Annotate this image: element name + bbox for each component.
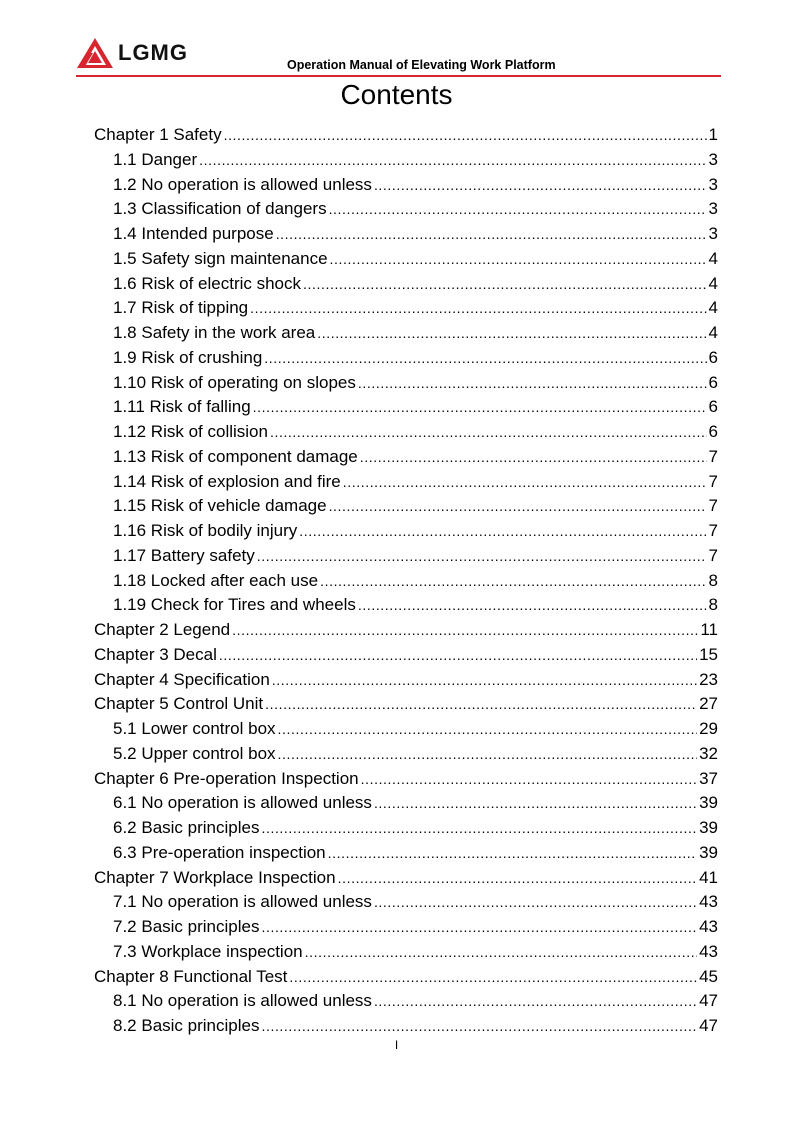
toc-entry-label: Chapter 5 Control Unit [94, 694, 264, 714]
toc-entry-page: 4 [708, 298, 718, 318]
toc-entry-page: 39 [699, 842, 718, 862]
toc-entry[interactable] [94, 692, 718, 717]
toc-entry-page: 6 [708, 347, 718, 367]
toc-entry-page: 3 [708, 199, 718, 219]
toc-entry-page: 7 [708, 496, 718, 516]
toc-leader-dots [261, 816, 697, 841]
toc-entry-label: 1.2 No operation is allowed unless [113, 174, 372, 194]
toc-entry-page: 3 [708, 224, 718, 243]
toc-entry[interactable] [94, 420, 718, 445]
toc-entry-page: 47 [699, 1016, 718, 1035]
toc-entry[interactable] [94, 717, 718, 742]
toc-entry-label: 1.11 Risk of falling [113, 397, 251, 417]
toc-entry-page: 15 [699, 644, 718, 664]
toc-entry[interactable] [94, 940, 718, 965]
toc-entry-label: 5.1 Lower control box [113, 719, 276, 738]
toc-entry[interactable] [94, 123, 718, 148]
toc-entry[interactable] [94, 247, 718, 272]
toc-entry-label: 1.7 Risk of tipping [113, 298, 249, 318]
toc-entry-page: 23 [699, 669, 718, 689]
header-divider [76, 75, 721, 77]
toc-entry-label: 8.1 No operation is allowed unless [113, 991, 372, 1011]
toc-entry-page: 47 [699, 991, 718, 1011]
toc-entry[interactable] [94, 890, 718, 915]
toc-leader-dots [250, 296, 706, 321]
toc-entry[interactable] [94, 222, 718, 247]
toc-entry-label: 1.10 Risk of operating on slopes [113, 372, 356, 392]
toc-entry-label: Chapter 4 Specification [94, 669, 270, 689]
toc-entry-page: 7 [708, 521, 718, 540]
toc-entry-page: 3 [708, 149, 718, 169]
toc-entry-page: 4 [708, 248, 718, 268]
logo-text: LGMG [118, 40, 188, 65]
toc-entry-page: 39 [699, 818, 718, 837]
toc-entry-label: 1.14 Risk of explosion and fire [113, 471, 341, 491]
toc-leader-dots [360, 445, 707, 470]
toc-entry-label: 1.12 Risk of collision [113, 422, 268, 441]
toc-entry-page: 7 [708, 545, 718, 565]
toc-entry-label: 1.6 Risk of electric shock [113, 273, 302, 293]
toc-entry-label: 1.5 Safety sign maintenance [113, 248, 328, 268]
toc-leader-dots [257, 544, 707, 569]
toc-leader-dots [338, 866, 697, 891]
toc-leader-dots [361, 767, 697, 792]
company-logo [76, 36, 188, 70]
toc-entry[interactable] [94, 519, 718, 544]
toc-leader-dots [358, 593, 707, 618]
toc-entry-page: 6 [708, 397, 718, 417]
table-of-contents [94, 123, 718, 1039]
toc-entry[interactable] [94, 816, 718, 841]
toc-entry[interactable] [94, 1014, 718, 1039]
toc-leader-dots [374, 890, 697, 915]
toc-entry-page: 8 [708, 595, 718, 615]
toc-entry-page: 11 [700, 620, 718, 639]
toc-entry-page: 37 [699, 768, 718, 788]
toc-leader-dots [374, 989, 697, 1014]
document-title: Operation Manual of Elevating Work Platform [287, 58, 556, 72]
toc-entry[interactable] [94, 569, 718, 594]
toc-entry-page: 45 [699, 966, 718, 986]
toc-leader-dots [261, 1014, 697, 1039]
toc-leader-dots [305, 940, 697, 965]
contents-heading: Contents [340, 79, 453, 110]
toc-entry-page: 1 [708, 125, 718, 144]
toc-entry-label: 8.2 Basic principles [113, 1016, 260, 1035]
toc-entry-label: 1.16 Risk of bodily injury [113, 521, 298, 540]
toc-entry-label: 1.1 Danger [113, 149, 198, 169]
toc-leader-dots [272, 668, 697, 693]
toc-leader-dots [317, 321, 706, 346]
toc-entry-page: 43 [699, 917, 718, 936]
toc-entry-label: Chapter 2 Legend [94, 620, 231, 639]
toc-entry-label: 1.3 Classification of dangers [113, 199, 327, 219]
toc-entry-page: 7 [708, 471, 718, 491]
lgmg-logo-icon [76, 37, 114, 69]
toc-entry[interactable] [94, 272, 718, 297]
toc-entry-label: 6.1 No operation is allowed unless [113, 793, 372, 813]
toc-leader-dots [328, 841, 697, 866]
toc-entry-page: 4 [708, 323, 718, 342]
toc-entry[interactable] [94, 742, 718, 767]
toc-leader-dots [330, 247, 707, 272]
toc-entry[interactable] [94, 593, 718, 618]
toc-entry-page: 27 [699, 694, 718, 714]
toc-entry[interactable] [94, 296, 718, 321]
toc-entry[interactable] [94, 791, 718, 816]
toc-entry-label: Chapter 3 Decal [94, 644, 217, 664]
toc-leader-dots [343, 470, 707, 495]
page-header [76, 36, 721, 78]
toc-entry[interactable] [94, 866, 718, 891]
toc-entry-page: 6 [708, 372, 718, 392]
toc-entry[interactable] [94, 445, 718, 470]
toc-entry-label: Chapter 6 Pre-operation Inspection [94, 768, 359, 788]
toc-entry-page: 43 [699, 892, 718, 912]
toc-leader-dots [278, 742, 698, 767]
toc-leader-dots [329, 494, 707, 519]
toc-entry[interactable] [94, 148, 718, 173]
toc-entry-label: 1.9 Risk of crushing [113, 347, 263, 367]
toc-leader-dots [199, 148, 706, 173]
toc-leader-dots [299, 519, 706, 544]
page-number: I [394, 1038, 399, 1052]
toc-entry[interactable] [94, 841, 718, 866]
toc-leader-dots [276, 222, 707, 247]
toc-entry-label: 1.4 Intended purpose [113, 224, 274, 243]
toc-entry-label: 1.17 Battery safety [113, 545, 255, 565]
toc-entry-label: 1.13 Risk of component damage [113, 446, 358, 466]
toc-leader-dots [329, 197, 707, 222]
toc-leader-dots [289, 965, 697, 990]
toc-entry-page: 8 [708, 570, 718, 590]
toc-entry[interactable] [94, 915, 718, 940]
toc-entry-page: 29 [699, 719, 718, 738]
toc-entry-label: Chapter 8 Functional Test [94, 966, 288, 986]
toc-leader-dots [374, 791, 697, 816]
toc-entry-label: 1.19 Check for Tires and wheels [113, 595, 356, 615]
toc-entry-label: 1.8 Safety in the work area [113, 323, 316, 342]
toc-entry-page: 4 [708, 273, 718, 293]
toc-entry-label: 7.3 Workplace inspection [113, 941, 303, 961]
toc-entry-label: 6.3 Pre-operation inspection [113, 842, 326, 862]
toc-leader-dots [270, 420, 707, 445]
toc-entry-page: 6 [708, 422, 718, 441]
toc-leader-dots [374, 173, 707, 198]
toc-leader-dots [265, 692, 697, 717]
toc-entry-page: 32 [699, 743, 718, 763]
toc-entry[interactable] [94, 767, 718, 792]
toc-leader-dots [358, 371, 707, 396]
toc-entry-label: 7.1 No operation is allowed unless [113, 892, 372, 912]
toc-leader-dots [278, 717, 698, 742]
toc-entry[interactable] [94, 173, 718, 198]
toc-leader-dots [320, 569, 706, 594]
toc-entry-label: 7.2 Basic principles [113, 917, 260, 936]
toc-entry[interactable] [94, 965, 718, 990]
toc-entry-label: 5.2 Upper control box [113, 743, 276, 763]
toc-entry-label: Chapter 1 Safety [94, 125, 222, 144]
toc-leader-dots [264, 346, 706, 371]
toc-entry-page: 43 [699, 941, 718, 961]
toc-entry[interactable] [94, 395, 718, 420]
toc-entry-page: 39 [699, 793, 718, 813]
toc-entry-label: 6.2 Basic principles [113, 818, 260, 837]
toc-leader-dots [219, 643, 697, 668]
toc-entry[interactable] [94, 544, 718, 569]
toc-entry[interactable] [94, 494, 718, 519]
toc-entry[interactable] [94, 197, 718, 222]
toc-leader-dots [303, 272, 707, 297]
toc-leader-dots [224, 123, 707, 148]
toc-entry-label: 1.18 Locked after each use [113, 570, 319, 590]
toc-entry-label: 1.15 Risk of vehicle damage [113, 496, 327, 516]
toc-entry[interactable] [94, 321, 718, 346]
toc-entry-label: Chapter 7 Workplace Inspection [94, 867, 336, 887]
toc-entry[interactable] [94, 618, 718, 643]
toc-entry-page: 7 [708, 446, 718, 466]
toc-entry[interactable] [94, 470, 718, 495]
toc-entry-page: 3 [708, 174, 718, 194]
toc-leader-dots [232, 618, 698, 643]
toc-entry-page: 41 [699, 867, 718, 887]
toc-entry[interactable] [94, 668, 718, 693]
toc-entry[interactable] [94, 989, 718, 1014]
toc-leader-dots [261, 915, 697, 940]
toc-entry[interactable] [94, 371, 718, 396]
toc-entry[interactable] [94, 643, 718, 668]
toc-leader-dots [253, 395, 707, 420]
toc-entry[interactable] [94, 346, 718, 371]
